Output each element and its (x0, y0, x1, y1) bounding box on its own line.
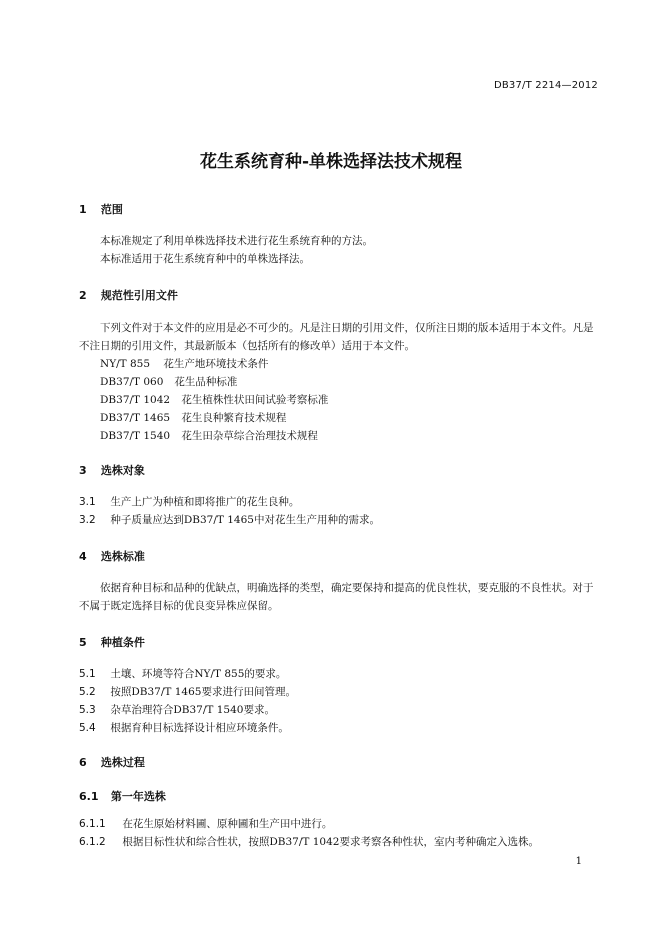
section-title: 选株标准 (100, 550, 145, 563)
clause-text: 种子质量应达到DB37/T 1465中对花生生产用种的需求。 (110, 514, 380, 526)
clause (79, 816, 332, 831)
section-number: 5 (79, 636, 87, 649)
clause (79, 684, 296, 699)
clause (79, 720, 289, 735)
reference-code: DB37/T 1465 (100, 412, 171, 424)
reference-code: DB37/T 1540 (100, 430, 171, 442)
section-2-heading (79, 287, 178, 303)
reference-item (100, 410, 286, 425)
subsection-heading (79, 788, 166, 804)
clause-text: 根据育种目标选择设计相应环境条件。 (110, 722, 289, 734)
clause-number: 3.1 (79, 496, 96, 508)
reference-title: 花生田杂草综合治理技术规程 (181, 430, 318, 442)
clause-text: 土壤、环境等符合NY/T 855的要求。 (110, 668, 287, 680)
clause-number: 5.3 (79, 704, 96, 716)
clause (79, 702, 275, 717)
section-title: 选株过程 (100, 756, 145, 769)
section-5-heading (79, 634, 145, 650)
reference-title: 花生植株性状田间试验考察标准 (181, 394, 329, 406)
section-1-heading (79, 201, 123, 217)
section-4-heading (79, 548, 145, 564)
section-title: 选株对象 (100, 464, 145, 477)
clause-number: 3.2 (79, 514, 96, 526)
section-title: 种植条件 (100, 636, 145, 649)
section-number: 3 (79, 464, 87, 477)
clause-text: 按照DB37/T 1465要求进行田间管理。 (110, 686, 296, 698)
reference-title: 花生品种标准 (174, 376, 238, 388)
subsection-title: 第一年选株 (110, 790, 166, 803)
section-title: 范围 (100, 203, 123, 216)
clause-text: 杂草治理符合DB37/T 1540要求。 (110, 704, 275, 716)
section-3-heading (79, 462, 145, 478)
clause-number: 6.1.2 (79, 836, 106, 848)
clause-text: 根据目标性状和综合性状，按照DB37/T 1042要求考察各种性状，室内考种确定入选株。 (122, 836, 539, 848)
section-number: 2 (79, 289, 87, 302)
page-number: 1 (575, 856, 582, 867)
paragraph: 依据育种目标和品种的优缺点，明确选择的类型，确定要保持和提高的优良性状，要克服的不良性状。对于不属于既定选择目标的优良变异株应保留。 (79, 582, 594, 612)
clause (79, 494, 299, 509)
section-title: 规范性引用文件 (100, 289, 178, 302)
reference-title: 花生产地环境技术条件 (163, 358, 269, 370)
reference-code: DB37/T 1042 (100, 394, 171, 406)
clause (79, 666, 286, 681)
section-number: 4 (79, 550, 87, 563)
document-title: 花生系统育种-单株选择法技术规程 (199, 152, 463, 172)
section-number: 1 (79, 203, 87, 216)
clause-number: 5.1 (79, 668, 96, 680)
paragraph: 本标准适用于花生系统育种中的单株选择法。 (100, 253, 310, 265)
reference-title: 花生良种繁育技术规程 (181, 412, 287, 424)
reference-item (100, 428, 318, 443)
reference-code: DB37/T 060 (100, 376, 164, 388)
clause (79, 512, 380, 527)
section-number: 6 (79, 756, 87, 769)
paragraph: 本标准规定了利用单株选择技术进行花生系统育种的方法。 (100, 235, 373, 247)
section-6-heading (79, 754, 145, 770)
reference-item (100, 374, 237, 389)
clause-text: 在花生原始材料圃、原种圃和生产田中进行。 (122, 818, 333, 830)
clause-number: 6.1.1 (79, 818, 106, 830)
reference-item (100, 392, 328, 407)
paragraph: 下列文件对于本文件的应用是必不可少的。凡是注日期的引用文件，仅所注日期的版本适用于本文件。凡是不注日期的引用文件，其最新版本（包括所有的修改单）适用于本文件。 (79, 322, 594, 352)
clause-text: 生产上广为种植和即将推广的花生良种。 (110, 496, 300, 508)
document-code: DB37/T 2214—2012 (493, 80, 598, 91)
clause-number: 5.4 (79, 722, 96, 734)
clause-number: 5.2 (79, 686, 96, 698)
subsection-number: 6.1 (79, 790, 99, 803)
reference-item (100, 356, 268, 371)
clause (79, 834, 539, 849)
reference-code: NY/T 855 (100, 358, 151, 370)
